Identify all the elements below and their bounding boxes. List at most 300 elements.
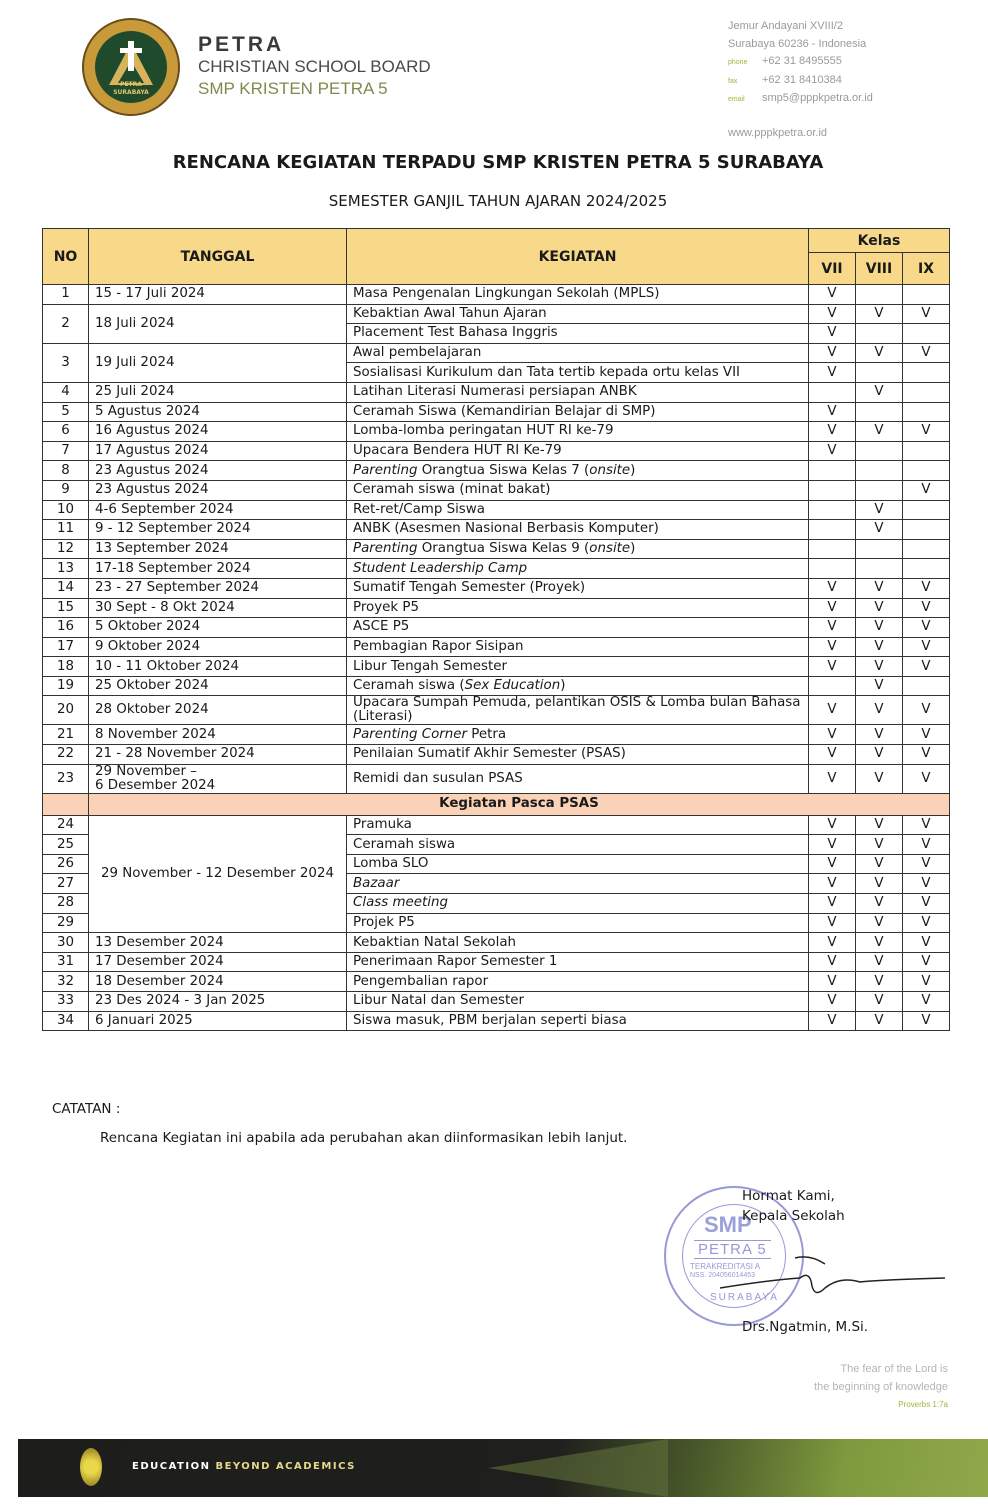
table-row [43,304,950,324]
row-number: 29 [43,913,89,933]
header-activity: KEGIATAN [347,229,809,285]
row-number: 22 [43,745,89,765]
table-row [43,402,950,422]
grade-ix-mark [903,559,950,579]
org-subtitle: CHRISTIAN SCHOOL BOARD [198,57,431,76]
row-activity [347,559,809,579]
grade-vii-mark: V [809,972,856,992]
table-row [43,815,950,835]
grade-viii-mark: V [856,992,903,1012]
stamp-school: SMP [704,1212,752,1237]
row-activity [347,676,809,696]
activity-text-part: onsite [589,541,631,557]
row-activity: Projek P5 [347,913,809,933]
grade-ix-mark: V [903,894,950,914]
quote-line-1: The fear of the Lord is [840,1363,948,1375]
grade-vii-mark [809,480,856,500]
grade-viii-mark: V [856,578,903,598]
table-row [43,480,950,500]
grade-viii-mark: V [856,637,903,657]
grade-ix-mark [903,285,950,305]
row-number: 15 [43,598,89,618]
table-row [43,598,950,618]
grade-viii-mark: V [856,835,903,855]
grade-ix-mark: V [903,835,950,855]
grade-viii-mark [856,480,903,500]
table-row [43,382,950,402]
grade-vii-mark: V [809,363,856,383]
row-activity: Sumatif Tengah Semester (Proyek) [347,578,809,598]
activity-schedule-table [42,228,950,1031]
row-activity: Sosialisasi Kurikulum dan Tata tertib kepada ortu kelas VII [347,363,809,383]
activity-text-part: ) [630,462,636,478]
row-number: 25 [43,835,89,855]
fax-label: fax [728,77,738,85]
grade-vii-mark: V [809,894,856,914]
grade-vii-mark [809,461,856,481]
slogan-part-1: EDUCATION [132,1461,211,1472]
row-date: 4-6 September 2024 [89,500,347,520]
grade-ix-mark: V [903,952,950,972]
row-date: 5 Agustus 2024 [89,402,347,422]
grade-vii-mark [809,500,856,520]
row-activity: Ret-ret/Camp Siswa [347,500,809,520]
email-label: email [728,96,745,103]
logo-label-bottom: SURABAYA [113,89,149,96]
row-activity: Upacara Bendera HUT RI Ke-79 [347,441,809,461]
table-row [43,696,950,725]
grade-viii-mark: V [856,933,903,953]
grade-viii-mark: V [856,815,903,835]
table-row [43,422,950,442]
grade-viii-mark: V [856,500,903,520]
table-row [43,972,950,992]
row-activity: Lomba SLO [347,854,809,874]
row-date: 17 Desember 2024 [89,952,347,972]
notes-label: CATATAN : [52,1101,121,1117]
grade-vii-mark: V [809,815,856,835]
slogan-part-2: BEYOND ACADEMICS [215,1461,356,1472]
grade-viii-mark: V [856,343,903,363]
row-number: 3 [43,343,89,382]
row-date: 10 - 11 Oktober 2024 [89,657,347,677]
activity-text-part: Parenting [353,541,418,557]
row-activity: Remidi dan susulan PSAS [347,764,809,793]
row-date: 18 Juli 2024 [89,304,347,343]
phone-value: +62 31 8495555 [762,55,842,67]
table-row [43,578,950,598]
grade-viii-mark: V [856,745,903,765]
table-row [43,520,950,540]
grade-vii-mark: V [809,992,856,1012]
row-date: 17 Agustus 2024 [89,441,347,461]
row-date: 16 Agustus 2024 [89,422,347,442]
grade-viii-mark: V [856,913,903,933]
row-activity: Masa Pengenalan Lingkungan Sekolah (MPLS) [347,285,809,305]
grade-viii-mark: V [856,422,903,442]
row-number: 2 [43,304,89,343]
table-row [43,992,950,1012]
row-activity: Ceramah Siswa (Kemandirian Belajar di SMP) [347,402,809,422]
table-row [43,618,950,638]
grade-ix-mark: V [903,933,950,953]
row-activity: Placement Test Bahasa Inggris [347,324,809,344]
grade-ix-mark: V [903,343,950,363]
row-date: 13 Desember 2024 [89,933,347,953]
row-date: 28 Oktober 2024 [89,696,347,725]
row-number: 30 [43,933,89,953]
grade-vii-mark: V [809,725,856,745]
row-activity: Latihan Literasi Numerasi persiapan ANBK [347,382,809,402]
row-date: 17-18 September 2024 [89,559,347,579]
activity-text-part: ) [630,541,636,557]
grade-viii-mark [856,402,903,422]
grade-vii-mark: V [809,304,856,324]
row-number: 5 [43,402,89,422]
table-row [43,725,950,745]
grade-vii-mark: V [809,598,856,618]
table-row [43,343,950,363]
grade-ix-mark: V [903,304,950,324]
row-activity: Class meeting [347,894,809,914]
grade-vii-mark: V [809,402,856,422]
stamp-nss: NSS. 204056014453 [690,1272,755,1279]
table-row [43,461,950,481]
row-date: 25 Oktober 2024 [89,676,347,696]
row-date: 23 Des 2024 - 3 Jan 2025 [89,992,347,1012]
row-activity: Bazaar [347,874,809,894]
document-title: RENCANA KEGIATAN TERPADU SMP KRISTEN PETRA 5 SURABAYA [172,152,824,173]
header-no: NO [43,229,89,285]
grade-viii-mark: V [856,618,903,638]
grade-ix-mark [903,441,950,461]
table-row [43,539,950,559]
row-number: 8 [43,461,89,481]
row-date: 30 Sept - 8 Okt 2024 [89,598,347,618]
row-number: 17 [43,637,89,657]
grade-ix-mark: V [903,657,950,677]
grade-vii-mark: V [809,1011,856,1031]
row-number: 20 [43,696,89,725]
grade-viii-mark: V [856,972,903,992]
row-activity: Siswa masuk, PBM berjalan seperti biasa [347,1011,809,1031]
row-date: 29 November - 12 Desember 2024 [89,815,347,933]
row-number: 21 [43,725,89,745]
row-number: 11 [43,520,89,540]
section-row [43,793,950,815]
footer-slogan [132,1461,356,1472]
activity-text-part: Orangtua Siswa Kelas 9 ( [417,541,590,557]
grade-vii-mark: V [809,835,856,855]
grade-ix-mark: V [903,992,950,1012]
handwritten-signature [700,1250,950,1300]
activity-text-part: Parenting [353,462,418,478]
row-number: 6 [43,422,89,442]
address-line-1: Jemur Andayani XVIII/2 [728,20,843,32]
grade-vii-mark: V [809,637,856,657]
activity-text-part: Parenting Corner [353,726,468,742]
grade-ix-mark: V [903,854,950,874]
row-activity: Lomba-lomba peringatan HUT RI ke-79 [347,422,809,442]
grade-ix-mark: V [903,480,950,500]
section-no-cell [43,793,89,815]
grade-viii-mark [856,559,903,579]
row-date: 29 November – 6 Desember 2024 [89,764,347,793]
header-grade-viii: VIII [856,253,903,285]
grade-vii-mark: V [809,874,856,894]
row-activity: Ceramah siswa (minat bakat) [347,480,809,500]
grade-viii-mark: V [856,854,903,874]
phone-line [728,53,873,72]
grade-viii-mark: V [856,304,903,324]
grade-ix-mark [903,520,950,540]
grade-vii-mark: V [809,696,856,725]
row-activity: Pengembalian rapor [347,972,809,992]
row-activity: Awal pembelajaran [347,343,809,363]
activity-text-part: Petra [467,726,507,742]
row-date: 8 November 2024 [89,725,347,745]
row-number: 18 [43,657,89,677]
row-activity [347,725,809,745]
row-number: 16 [43,618,89,638]
grade-viii-mark: V [856,1011,903,1031]
grade-viii-mark: V [856,676,903,696]
row-number: 23 [43,764,89,793]
grade-ix-mark [903,402,950,422]
cross-icon [128,41,134,71]
row-number: 24 [43,815,89,835]
grade-vii-mark [809,559,856,579]
grade-viii-mark: V [856,764,903,793]
activity-text-part: ) [560,678,566,694]
grade-vii-mark: V [809,324,856,344]
header-grade-ix: IX [903,253,950,285]
grade-viii-mark: V [856,952,903,972]
footer-banner [18,1439,988,1497]
grade-vii-mark: V [809,422,856,442]
table-row [43,500,950,520]
row-activity: Kebaktian Natal Sekolah [347,933,809,953]
row-date: 9 - 12 September 2024 [89,520,347,540]
gem-icon [80,1448,102,1486]
header-grade-vii: VII [809,253,856,285]
signature-position: Kepala Sekolah [742,1208,845,1224]
grade-vii-mark: V [809,285,856,305]
grade-vii-mark [809,676,856,696]
contact-block [728,18,873,142]
row-activity: Proyek P5 [347,598,809,618]
row-date: 6 Januari 2025 [89,1011,347,1031]
row-date: 19 Juli 2024 [89,343,347,382]
row-activity: Upacara Sumpah Pemuda, pelantikan OSIS & Lomba bulan Bahasa (Literasi) [347,696,809,725]
grade-ix-mark: V [903,1011,950,1031]
stamp-city: SURABAYA [710,1292,779,1303]
document-subtitle: SEMESTER GANJIL TAHUN AJARAN 2024/2025 [328,192,668,210]
grade-viii-mark: V [856,520,903,540]
grade-ix-mark [903,676,950,696]
row-activity [347,539,809,559]
grade-vii-mark [809,382,856,402]
grade-ix-mark: V [903,745,950,765]
grade-ix-mark: V [903,874,950,894]
grade-ix-mark [903,324,950,344]
row-number: 7 [43,441,89,461]
row-activity: ASCE P5 [347,618,809,638]
grade-vii-mark: V [809,618,856,638]
grade-viii-mark [856,363,903,383]
grade-viii-mark: V [856,874,903,894]
logo-label-top: PETRA [120,81,142,88]
website-link[interactable]: www.pppkpetra.or.id [728,126,828,139]
table-row [43,933,950,953]
email-line [728,90,873,109]
email-value[interactable]: smp5@pppkpetra.or.id [762,92,873,104]
stamp-accreditation: TERAKREDITASI A [690,1262,761,1271]
grade-viii-mark: V [856,894,903,914]
grade-viii-mark: V [856,696,903,725]
row-date: 23 Agustus 2024 [89,461,347,481]
row-number: 4 [43,382,89,402]
school-name: SMP KRISTEN PETRA 5 [198,79,388,98]
row-number: 13 [43,559,89,579]
row-activity [347,461,809,481]
row-activity: Pramuka [347,815,809,835]
row-activity: Ceramah siswa [347,835,809,855]
proverb-quote [814,1360,948,1414]
signatory-name: Drs.Ngatmin, M.Si. [742,1319,869,1335]
grade-vii-mark [809,539,856,559]
grade-ix-mark [903,363,950,383]
grade-ix-mark [903,461,950,481]
row-date: 25 Juli 2024 [89,382,347,402]
grade-viii-mark [856,285,903,305]
grade-vii-mark: V [809,854,856,874]
grade-ix-mark: V [903,578,950,598]
grade-ix-mark: V [903,725,950,745]
grade-viii-mark [856,539,903,559]
activity-text-part: Orangtua Siswa Kelas 7 ( [417,462,590,478]
row-date: 23 - 27 September 2024 [89,578,347,598]
brand-block [198,34,431,100]
row-number: 1 [43,285,89,305]
header-kelas: Kelas [809,229,950,253]
fax-value: +62 31 8410384 [762,73,842,86]
grade-vii-mark: V [809,657,856,677]
quote-reference: Proverbs 1:7a [898,1400,948,1409]
grade-vii-mark: V [809,343,856,363]
row-activity: Libur Tengah Semester [347,657,809,677]
grade-ix-mark [903,539,950,559]
grade-viii-mark: V [856,725,903,745]
grade-vii-mark: V [809,952,856,972]
row-date: 21 - 28 November 2024 [89,745,347,765]
row-number: 32 [43,972,89,992]
table-row [43,952,950,972]
grade-viii-mark: V [856,598,903,618]
row-number: 12 [43,539,89,559]
grade-ix-mark [903,382,950,402]
grade-viii-mark [856,441,903,461]
activity-text-part: Sex Education [464,678,561,694]
fax-line [728,72,873,91]
quote-line-2: the beginning of knowledge [814,1381,948,1393]
grade-ix-mark: V [903,764,950,793]
row-number: 14 [43,578,89,598]
table-row [43,1011,950,1031]
row-number: 33 [43,992,89,1012]
grade-vii-mark: V [809,933,856,953]
grade-ix-mark: V [903,913,950,933]
row-date: 9 Oktober 2024 [89,637,347,657]
grade-vii-mark: V [809,745,856,765]
phone-label: phone [728,59,748,66]
grade-ix-mark: V [903,696,950,725]
row-date: 5 Oktober 2024 [89,618,347,638]
section-label: Kegiatan Pasca PSAS [89,793,950,815]
table-row [43,764,950,793]
grade-viii-mark: V [856,382,903,402]
table-row [43,559,950,579]
activity-text-part: Ceramah siswa ( [353,678,465,694]
address-line-2: Surabaya 60236 - Indonesia [728,37,867,50]
row-activity: Kebaktian Awal Tahun Ajaran [347,304,809,324]
row-number: 31 [43,952,89,972]
activity-text-part: Student Leadership Camp [353,560,528,576]
table-row [43,637,950,657]
table-row [43,285,950,305]
grade-vii-mark [809,520,856,540]
row-date: 13 September 2024 [89,539,347,559]
header-date: TANGGAL [89,229,347,285]
grade-vii-mark: V [809,578,856,598]
row-activity: Penerimaan Rapor Semester 1 [347,952,809,972]
grade-ix-mark: V [903,422,950,442]
grade-viii-mark [856,324,903,344]
notes-section [52,1101,627,1146]
row-activity: ANBK (Asesmen Nasional Berbasis Komputer) [347,520,809,540]
row-number: 19 [43,676,89,696]
grade-ix-mark: V [903,637,950,657]
grade-ix-mark [903,500,950,520]
table-row [43,441,950,461]
school-board-logo [82,18,180,116]
row-number: 26 [43,854,89,874]
table-row [43,657,950,677]
row-number: 10 [43,500,89,520]
row-activity: Libur Natal dan Semester [347,992,809,1012]
row-date: 18 Desember 2024 [89,972,347,992]
grade-ix-mark: V [903,972,950,992]
org-name: PETRA [198,33,285,56]
row-activity: Penilaian Sumatif Akhir Semester (PSAS) [347,745,809,765]
grade-vii-mark: V [809,764,856,793]
notes-text: Rencana Kegiatan ini apabila ada perubahan akan diinformasikan lebih lanjut. [100,1130,628,1146]
row-number: 9 [43,480,89,500]
activity-text-part: onsite [589,462,631,478]
grade-ix-mark: V [903,815,950,835]
signature-greeting-block [742,1186,845,1226]
row-number: 27 [43,874,89,894]
row-activity: Pembagian Rapor Sisipan [347,637,809,657]
row-number: 28 [43,894,89,914]
row-date: 15 - 17 Juli 2024 [89,285,347,305]
row-date: 23 Agustus 2024 [89,480,347,500]
grade-vii-mark: V [809,441,856,461]
row-number: 34 [43,1011,89,1031]
grade-viii-mark [856,461,903,481]
grade-viii-mark: V [856,657,903,677]
signature-greeting: Hormat Kami, [742,1188,835,1204]
